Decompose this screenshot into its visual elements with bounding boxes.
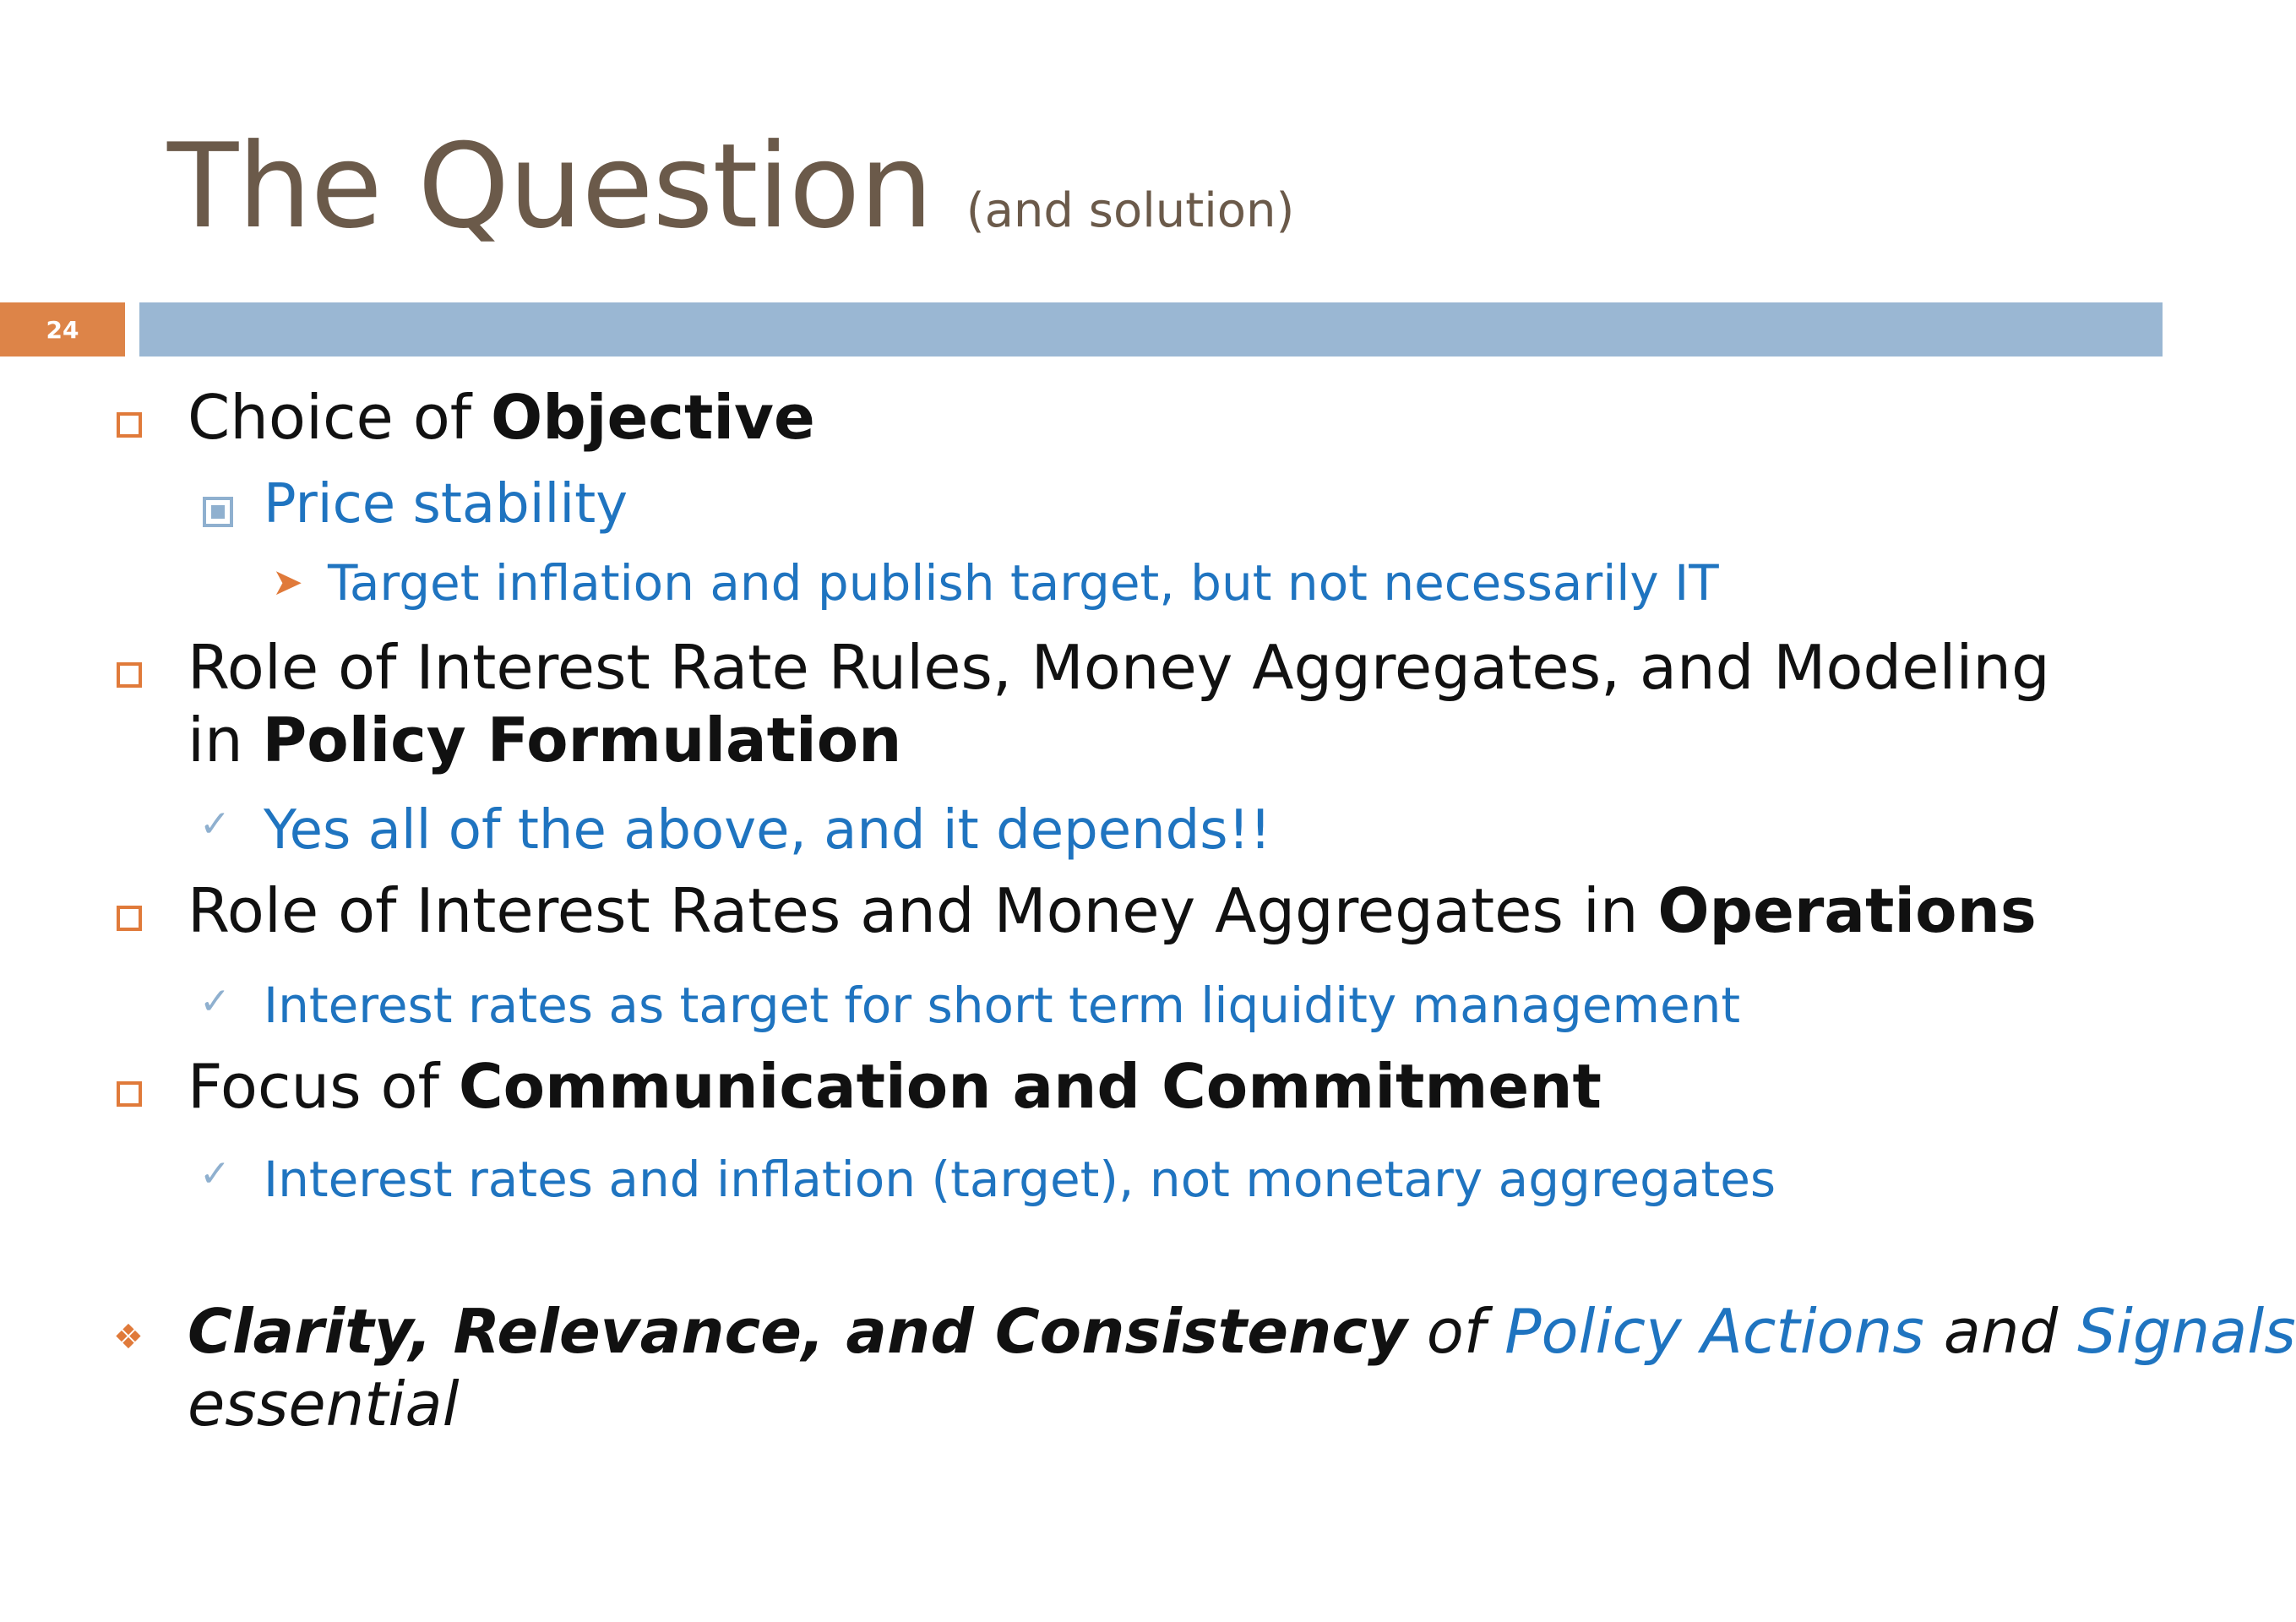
filled-square-bullet-icon — [203, 497, 233, 527]
title-main: The Question — [167, 118, 933, 254]
bullet-objective — [188, 382, 815, 453]
check-bullet-icon: ✓ — [199, 980, 231, 1023]
bullet-communication — [188, 1051, 1602, 1122]
sub-sub-bullet-target-inflation: Target inflation and publish target, but not necessarily IT — [328, 554, 1719, 612]
sub-bullet-interest-rates-target: Interest rates as target for short term liquidity management — [264, 977, 1741, 1034]
sub-bullet-interest-rates-inflation: Interest rates and inflation (target), not monetary aggregates — [264, 1151, 1776, 1208]
bullet-text: Role of Interest Rates and Money Aggregates in — [188, 875, 1658, 946]
conclusion-bold: Clarity, Relevance, and Consistency — [188, 1296, 1407, 1367]
check-bullet-icon: ✓ — [199, 803, 231, 846]
bullet-text: Choice of — [188, 382, 492, 453]
slide-number: 24 — [0, 302, 125, 357]
conclusion-text: and — [1923, 1296, 2078, 1367]
bullet-bold-text: Policy Formulation — [262, 705, 902, 776]
bullet-text: Focus of — [188, 1051, 459, 1122]
square-bullet-icon — [117, 906, 142, 931]
bullet-operations — [188, 875, 2037, 946]
bullet-bold-text: Operations — [1657, 875, 2037, 946]
conclusion-line1 — [188, 1296, 2296, 1367]
title-divider-bar — [139, 302, 2163, 357]
conclusion-line2: essential — [188, 1369, 460, 1440]
bullet-bold-text: Objective — [491, 382, 815, 453]
sub-bullet-price-stability: Price stability — [264, 473, 628, 536]
square-bullet-icon — [117, 412, 142, 438]
bullet-policy-formulation-line1: Role of Interest Rate Rules, Money Aggregates, and Modeling — [188, 632, 2050, 703]
sub-bullet-yes-all: Yes all of the above, and it depends!! — [264, 799, 1271, 862]
square-bullet-icon — [117, 1081, 142, 1107]
conclusion-text: of — [1406, 1296, 1505, 1367]
conclusion-policy-actions: Policy Actions — [1504, 1296, 1924, 1367]
check-bullet-icon: ✓ — [199, 1152, 231, 1195]
bullet-bold-text: Communication and Commitment — [458, 1051, 1602, 1122]
square-bullet-icon — [117, 662, 142, 688]
diamond-bullet-icon: ❖ — [113, 1318, 144, 1357]
title-subtitle: (and solution) — [966, 183, 1295, 238]
conclusion-signals: Signals — [2077, 1296, 2296, 1367]
bullet-policy-formulation-line2 — [188, 705, 901, 776]
bullet-text: in — [188, 705, 263, 776]
arrow-bullet-icon: ➤ — [272, 561, 303, 604]
slide-title — [167, 118, 1294, 254]
